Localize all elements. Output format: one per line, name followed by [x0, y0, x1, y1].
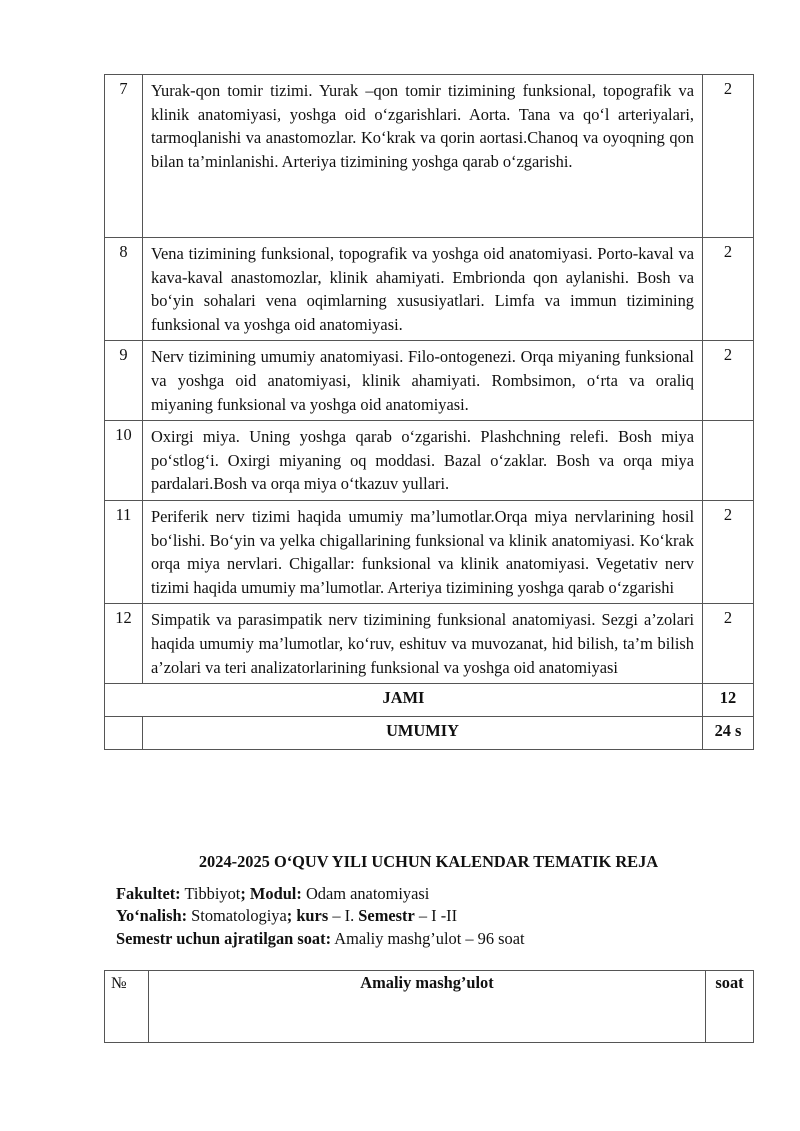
row-hours: 2 [703, 500, 754, 603]
topic-text: Simpatik va parasimpatik nerv tizimining funksional anatomiyasi. Sezgi a’zolari haqida umumiy ma’lumotlar, ko‘ruv, eshituv va muvozanat, hid bilish, ta’m bilish a’zolari va teri analizatorlarining funksional va yoshga oid anatomiyasi [143, 604, 703, 684]
topic-text: Vena tizimining funksional, topografik va yoshga oid anatomiyasi. Porto-kaval va kava-kaval anastomozlar, klinik ahamiyati. Embrionda qon aylanishi. Bosh va bo‘yin sohalari vena oqimlarning xususiyatlari. Limfa va immun tizimining funksional va yoshga oid anatomiyasi. [143, 238, 703, 341]
total-value: 12 [703, 684, 754, 717]
practice-title-header: Amaliy mashg’ulot [149, 971, 706, 1043]
topic-text: Periferik nerv tizimi haqida umumiy ma’lumotlar.Orqa miya nervlarining hosil bo‘lishi. Bo‘yin va yelka chigallarining funksional va klinik anatomiyasi. Ko‘krak orqa miya nervlari. Chigallar: funksional va klinik anatomiyasi. Vegetativ nerv tizimi haqida umumiy ma’lumotlar. Arteriya tizimining yoshga qarab o‘zgarishi [143, 500, 703, 603]
module-label: ; Modul: [240, 884, 302, 903]
grand-total-value: 24 s [703, 717, 754, 750]
row-number: 10 [105, 421, 143, 501]
total-label: JAMI [105, 684, 703, 717]
row-number: 11 [105, 500, 143, 603]
hours-line [116, 928, 525, 950]
semester-value: – I -II [418, 906, 458, 925]
table-row [105, 238, 754, 341]
row-number: 7 [105, 75, 143, 238]
calendar-title: 2024-2025 O‘QUV YILI UCHUN KALENDAR TEMATIK REJA [198, 852, 659, 871]
practice-table [104, 970, 754, 1043]
table-row [105, 604, 754, 684]
course-value: – I. [332, 906, 355, 925]
row-number: 8 [105, 238, 143, 341]
table-row [105, 500, 754, 603]
faculty-value: Tibbiyot [184, 884, 241, 903]
hours-label: Semestr uchun ajratilgan soat: [116, 929, 332, 948]
row-hours: 2 [703, 341, 754, 421]
grand-total-empty-cell [105, 717, 143, 750]
table-row [105, 341, 754, 421]
row-number: 12 [105, 604, 143, 684]
faculty-label: Fakultet: [116, 884, 181, 903]
grand-total-label: UMUMIY [143, 717, 703, 750]
grand-total-row [105, 717, 754, 750]
direction-label: Yo‘nalish: [116, 906, 188, 925]
total-row [105, 684, 754, 717]
row-hours: 2 [703, 75, 754, 238]
table-row [105, 421, 754, 501]
course-label: ; kurs [286, 906, 329, 925]
table-row [105, 75, 754, 238]
number-header: № [105, 971, 149, 1043]
hours-value: Amaliy mashg’ulot – 96 soat [334, 929, 525, 948]
practice-header-row [105, 971, 754, 1043]
direction-line [116, 905, 457, 927]
row-hours: 2 [703, 604, 754, 684]
topic-text: Oxirgi miya. Uning yoshga qarab o‘zgarishi. Plashchning relefi. Bosh miya po‘stlog‘i. Oxirgi miyaning oq moddasi. Bazal o‘zaklar. Bosh va orqa miya pardalari.Bosh va orqa miya o‘tkazuv yullari. [143, 421, 703, 501]
topics-table [104, 74, 754, 750]
topic-text: Yurak-qon tomir tizimi. Yurak –qon tomir tizimining funksional, topografik va klinik anatomiyasi, yoshga oid o‘zgarishlari. Aorta. Tana va qo‘l arteriyalari, tarmoqlanishi va anastomozlar. Ko‘krak va qorin aortasi.Chanoq va oyoqning qon bilan ta’minlanishi. Arteriya tizimining yoshga qarab o‘zgarishi. [143, 75, 703, 238]
topic-text: Nerv tizimining umumiy anatomiyasi. Filo-ontogenezi. Orqa miyaning funksional va yoshga oid anatomiyasi, klinik ahamiyati. Rombsimon, o‘rta va oraliq miyaning funksional va yoshga oid anatomiyasi. [143, 341, 703, 421]
module-value: Odam anatomiyasi [305, 884, 430, 903]
faculty-line [116, 883, 429, 905]
hours-header: soat [706, 971, 754, 1043]
semester-label: Semestr [358, 906, 415, 925]
row-hours: 2 [703, 238, 754, 341]
direction-value: Stomatologiya [191, 906, 287, 925]
row-hours [703, 421, 754, 501]
row-number: 9 [105, 341, 143, 421]
